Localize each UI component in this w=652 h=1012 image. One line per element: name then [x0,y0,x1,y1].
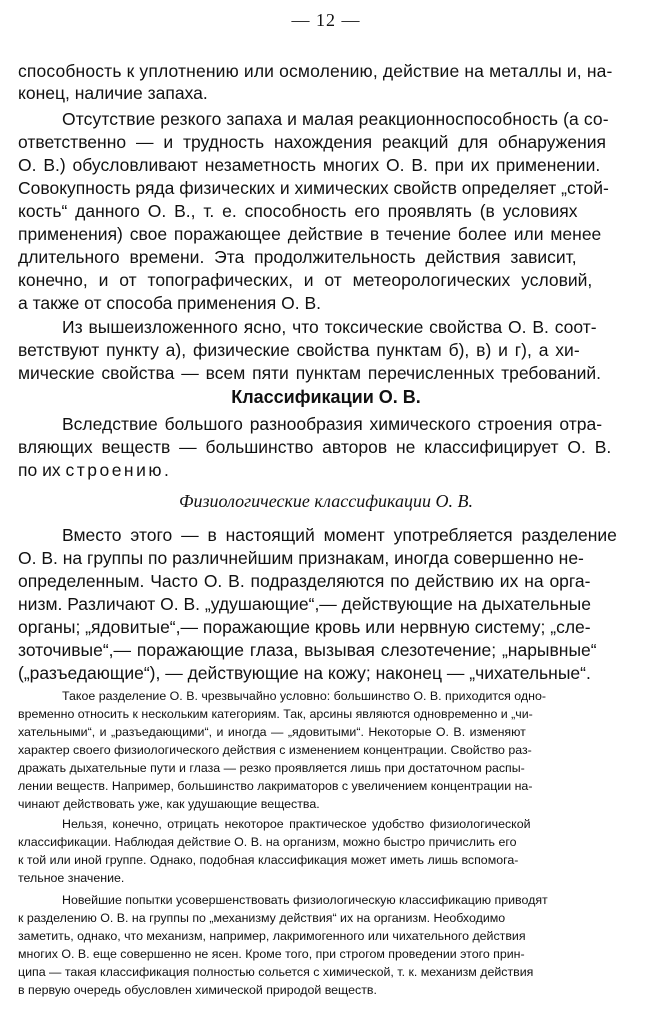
text-line: Совокупность ряда физических и химических свойств определяет „стой- [18,178,609,198]
text-line: Из вышеизложенного ясно, что токсические свойства О. В. соот- [62,317,597,337]
text-line: конец, наличие запаха. [18,83,208,103]
text-line: („разъедающие“), — действующие на кожу; наконец — „чихательные“. [18,663,591,683]
note-line: Нельзя, конечно, отрицать некоторое практическое удобство физиологической [62,817,531,831]
text-line: зоточивые“,— поражающие глаза, вызывая слезотечение; „нарывные“ [18,640,597,660]
text-line: ответственно — и трудность нахождения реакций для обнаружения [18,132,606,152]
note-line: характер своего физиологического действия с изменением концентрации. Свойство раз- [18,743,532,757]
note-line: дражать дыхательные пути и глаза — резко проявляется лишь при достаточном распы- [18,761,525,775]
text-line: ветствуют пункту а), физические свойства пунктам б), в) и г), а хи- [18,340,580,360]
text-line: Вследствие большого разнообразия химического строения отра- [62,414,603,434]
note-line: лении веществ. Например, большинство лакриматоров с увеличением концентрации на- [18,779,533,793]
note-line: хательными“, и „разъедающими“, и иногда — „ядовитыми“. Некоторые О. В. изменяют [18,725,526,739]
text-line [18,459,171,481]
spaced-word: строению. [65,460,172,480]
text-line: органы; „ядовитые“,— поражающие кровь или нервную систему; „сле- [18,617,591,637]
text-line: кость“ данного О. В., т. е. способность его проявлять (в условиях [18,201,578,221]
text-line: О. В. на группы по различнейшим признакам, иногда совершенно не- [18,548,584,568]
text-line: Отсутствие резкого запаха и малая реакционноспособность (а со- [62,109,609,129]
text-line: способность к уплотнению или осмолению, действие на металлы и, на- [18,61,613,81]
text-line: мические свойства — всем пяти пунктам перечисленных требований. [18,363,602,383]
note-line: к разделению О. В. на группы по „механизму действия“ их на организм. Необходимо [18,911,506,925]
section-heading: Классификации О. В. [231,387,421,407]
text-line: вляющих веществ — большинство авторов не классифицирует О. В. [18,437,612,457]
note-line: ципа — такая классификация полностью сольется с химической, т. к. механизм действия [18,965,534,979]
note-line: тельное значение. [18,871,125,885]
subsection-heading: Физиологические классификации О. В. [179,491,473,511]
note-line: классификации. Наблюдая действие О. В. на организм, можно быстро причислить его [18,835,517,849]
text-line: низм. Различают О. В. „удушающие“,— действующие на дыхательные [18,594,591,614]
text-line: определенным. Часто О. В. подразделяются по действию их на орга- [18,571,591,591]
note-line: временно относить к нескольким категориям. Так, арсины являются одновременно и „чи- [18,707,533,721]
note-line: чинают действовать уже, как удушающие вещества. [18,797,320,811]
note-line: заметить, однако, что механизм, например, лакримогенного или чихательного действия [18,929,526,943]
text-line: длительного времени. Эта продолжительность действия зависит, [18,247,577,267]
note-line: многих О. В. еще совершенно не ясен. Кроме того, при строгом проведении этого прин- [18,947,525,961]
text-line: О. В.) обусловливают незаметность многих О. В. при их применении. [18,155,601,175]
page-number: — 12 — [291,10,361,30]
text-fragment: по их [18,460,66,480]
note-line: к той или иной группе. Однако, подобная классификация может иметь лишь вспомога- [18,853,519,867]
text-line: применения) свое поражающее действие в течение более или менее [18,224,602,244]
note-line: Такое разделение О. В. чрезвычайно условно: большинство О. В. приходится одно- [62,689,546,703]
note-line: в первую очередь обусловлен химической природой веществ. [18,983,377,997]
text-line: а также от способа применения О. В. [18,293,321,313]
note-line: Новейшие попытки усовершенствовать физиологическую классификацию приводят [62,893,548,907]
text-line: Вместо этого — в настоящий момент употребляется разделение [62,525,617,545]
text-line: конечно, и от топографических, и от метеорологических условий, [18,270,593,290]
